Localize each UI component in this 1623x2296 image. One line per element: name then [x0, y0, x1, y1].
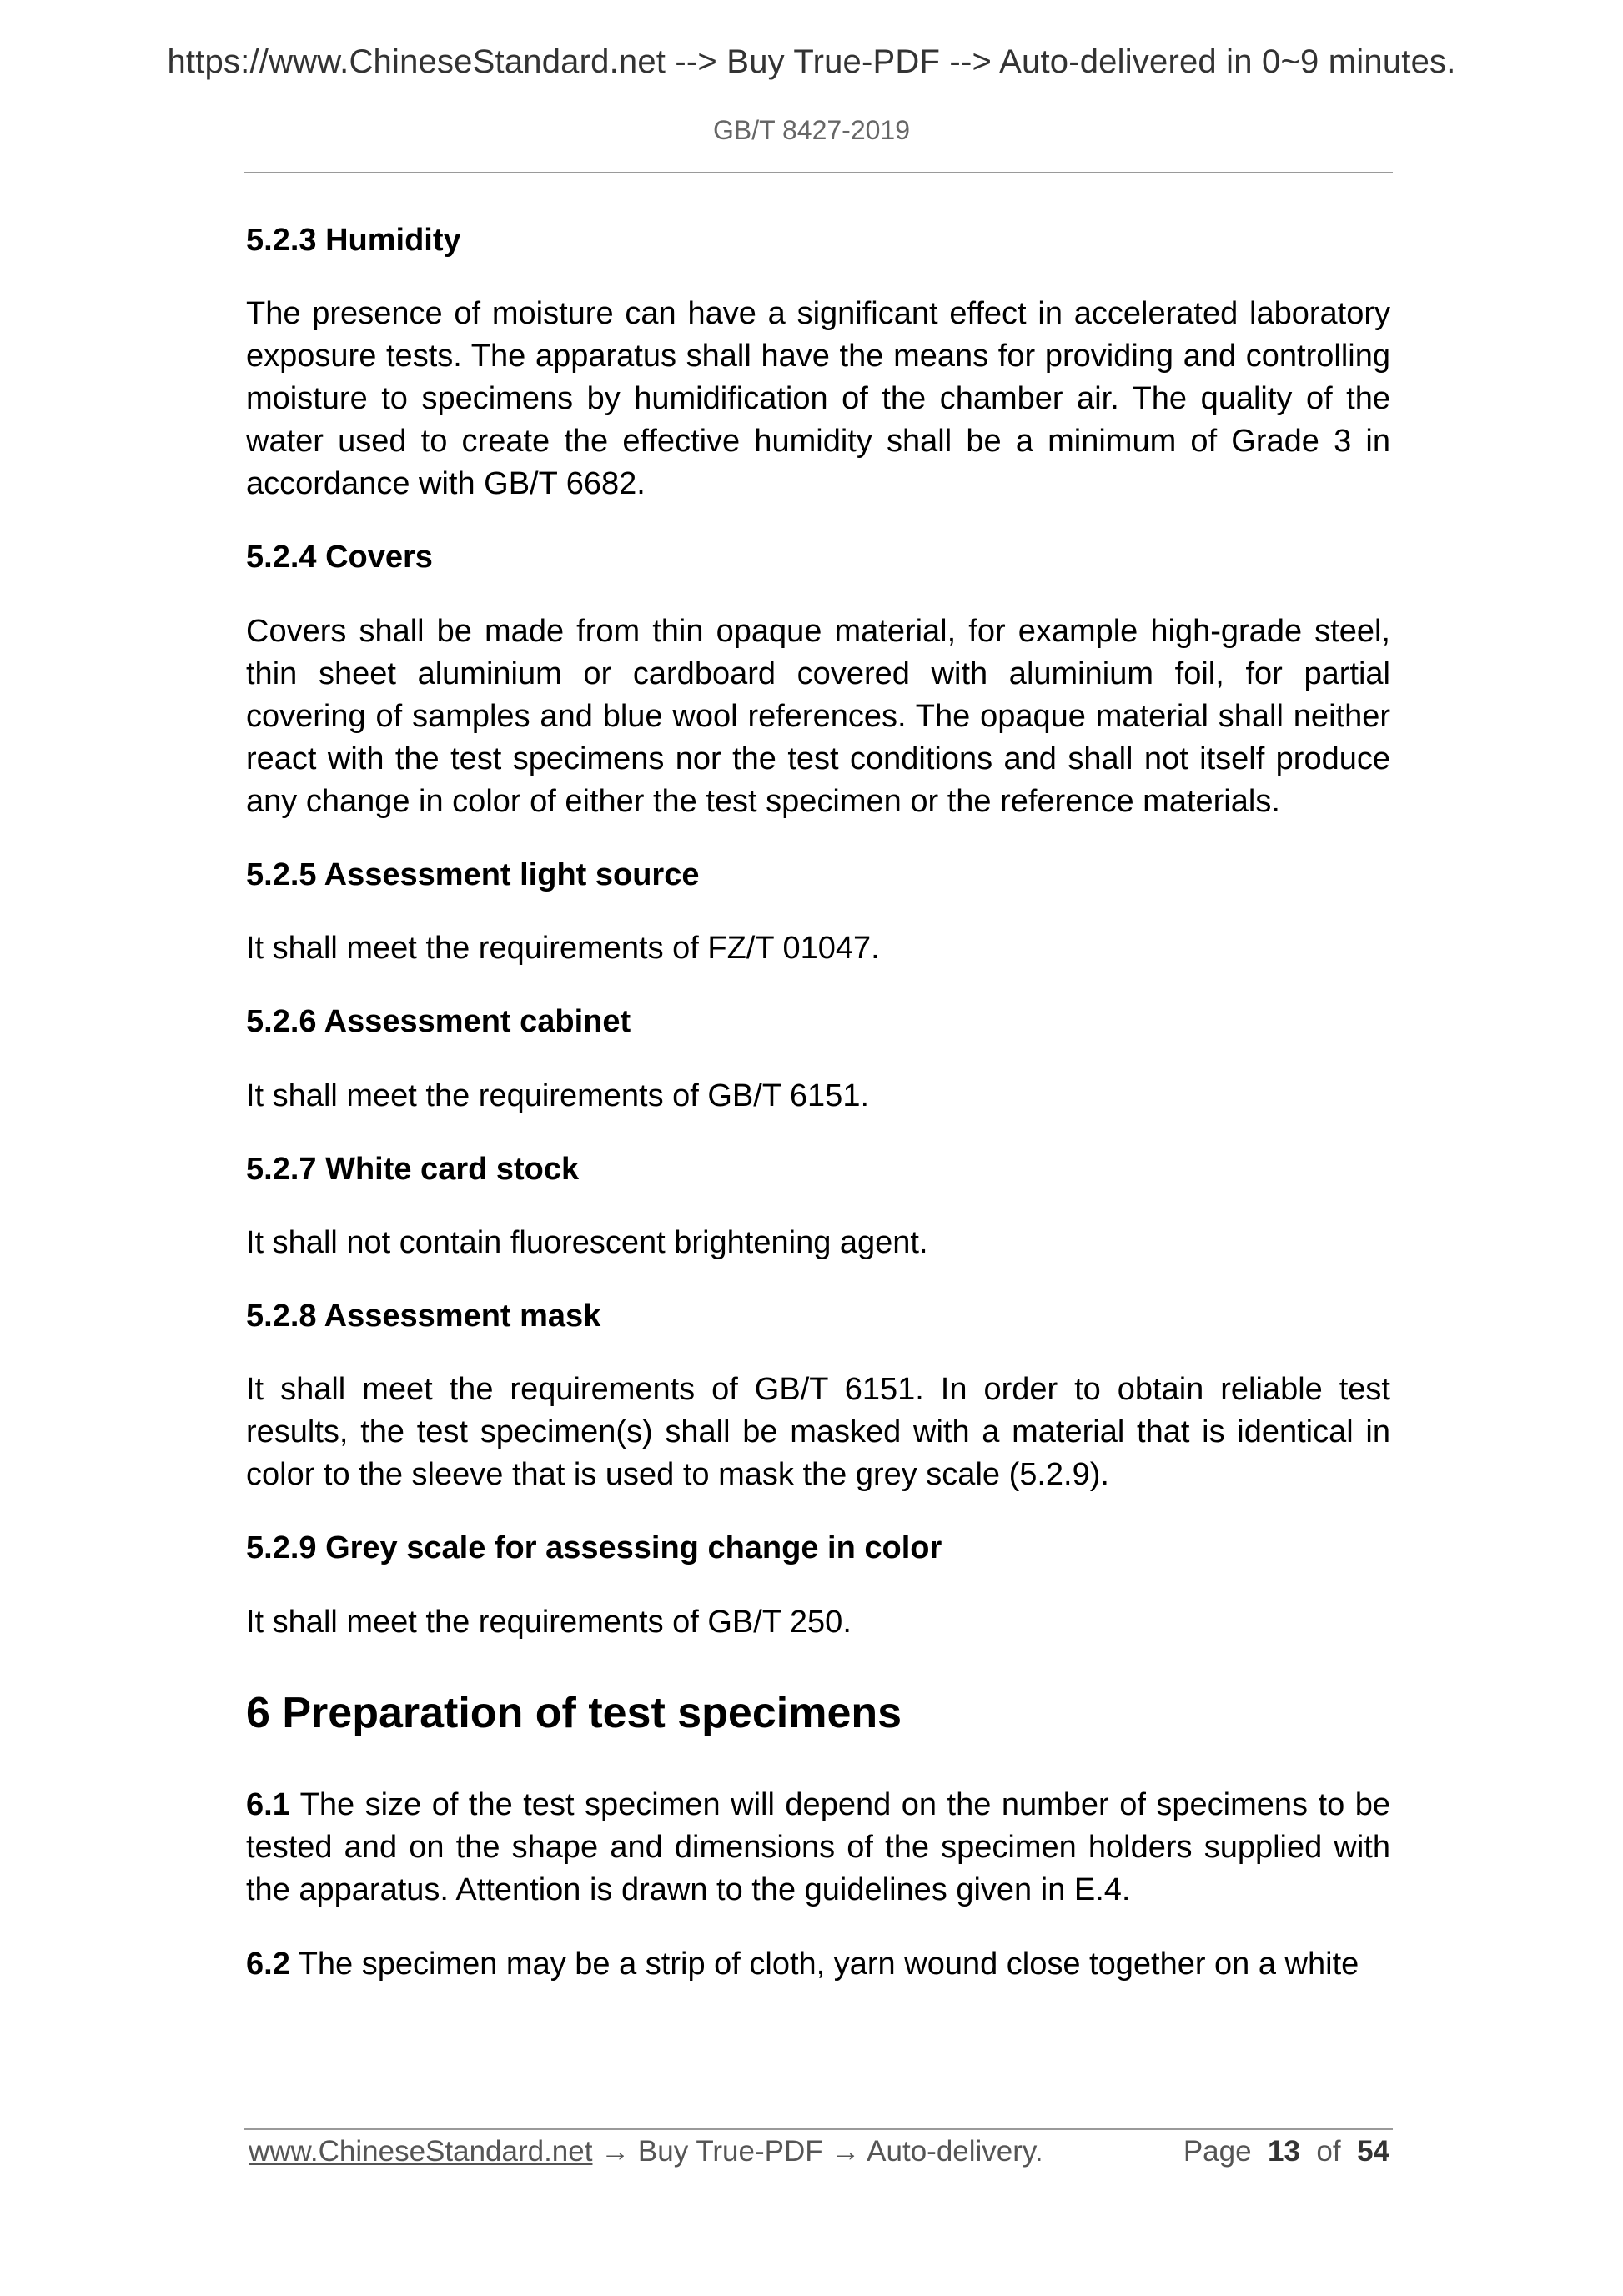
clause-6-2 — [246, 1943, 1390, 1986]
paragraph-5-2-7: It shall not contain fluorescent brightening agent. — [246, 1224, 928, 1260]
page-label: Page — [1183, 2135, 1252, 2168]
clause-6-2-text: The specimen may be a strip of cloth, yarn wound close together on a white — [289, 1947, 1359, 1982]
paragraph-5-2-4: Covers shall be made from thin opaque material, for example high-grade steel, thin sheet aluminium or cardboard covered with aluminium foil, for partial covering of samples and blue wool references. The opaque material shall neither react with the test specimens nor the test conditions and shall not itself produce any change in color of either the test specimen or the reference materials. — [246, 613, 1390, 819]
heading-5-2-5: 5.2.5 Assessment light source — [246, 857, 700, 892]
paragraph-5-2-3: The presence of moisture can have a significant effect in accelerated laboratory exposure tests. The apparatus shall have the means for providing and controlling moisture to specimens by humidification of the chamber air. The quality of the water used to create the effective humidity shall be a minimum of Grade 3 in accordance with GB/T 6682. — [246, 296, 1390, 502]
footer-site-link[interactable]: www.ChineseStandard.net — [249, 2135, 593, 2168]
source-banner: https://www.ChineseStandard.net --> Buy True-PDF --> Auto-delivered in 0~9 minutes. — [167, 43, 1456, 80]
header-divider — [244, 172, 1393, 173]
paragraph-5-2-5: It shall meet the requirements of FZ/T 01047. — [246, 931, 880, 967]
page-indicator — [1183, 2135, 1389, 2168]
clause-6-2-number: 6.2 — [246, 1947, 290, 1982]
heading-5-2-6: 5.2.6 Assessment cabinet — [246, 1004, 631, 1040]
clause-6-1-number: 6.1 — [246, 1787, 290, 1823]
heading-5-2-8: 5.2.8 Assessment mask — [246, 1298, 601, 1334]
standard-code: GB/T 8427-2019 — [712, 115, 910, 145]
heading-5-2-9: 5.2.9 Grey scale for assessing change in color — [246, 1530, 942, 1566]
paragraph-5-2-8: It shall meet the requirements of GB/T 6151. In order to obtain reliable test results, the test specimen(s) shall be masked with a material that is identical in color to the sleeve that is used to mask the grey scale (5.2.9). — [246, 1372, 1390, 1493]
current-page-number: 13 — [1268, 2135, 1300, 2168]
footer-tagline: → Buy True-PDF → Auto-delivery. — [592, 2135, 1043, 2168]
clause-6-1 — [246, 1784, 1390, 1912]
total-pages-number: 54 — [1357, 2135, 1389, 2168]
chapter-6-heading: 6 Preparation of test specimens — [246, 1688, 902, 1737]
of-label: of — [1316, 2135, 1341, 2168]
heading-5-2-3: 5.2.3 Humidity — [246, 223, 461, 258]
paragraph-5-2-6: It shall meet the requirements of GB/T 6151. — [246, 1078, 870, 1113]
paragraph-5-2-9: It shall meet the requirements of GB/T 250. — [246, 1604, 852, 1640]
footer-source — [249, 2135, 1043, 2168]
clause-6-1-text: The size of the test specimen will depend on the number of specimens to be tested and on the shape and dimensions of the specimen holders supplied with the apparatus. Attention is drawn to the guidelines given in E.4. — [246, 1787, 1390, 1908]
footer-divider — [244, 2128, 1393, 2130]
page-footer — [249, 2135, 1389, 2177]
document-body — [246, 220, 1390, 2017]
heading-5-2-7: 5.2.7 White card stock — [246, 1151, 580, 1187]
heading-5-2-4: 5.2.4 Covers — [246, 540, 433, 575]
